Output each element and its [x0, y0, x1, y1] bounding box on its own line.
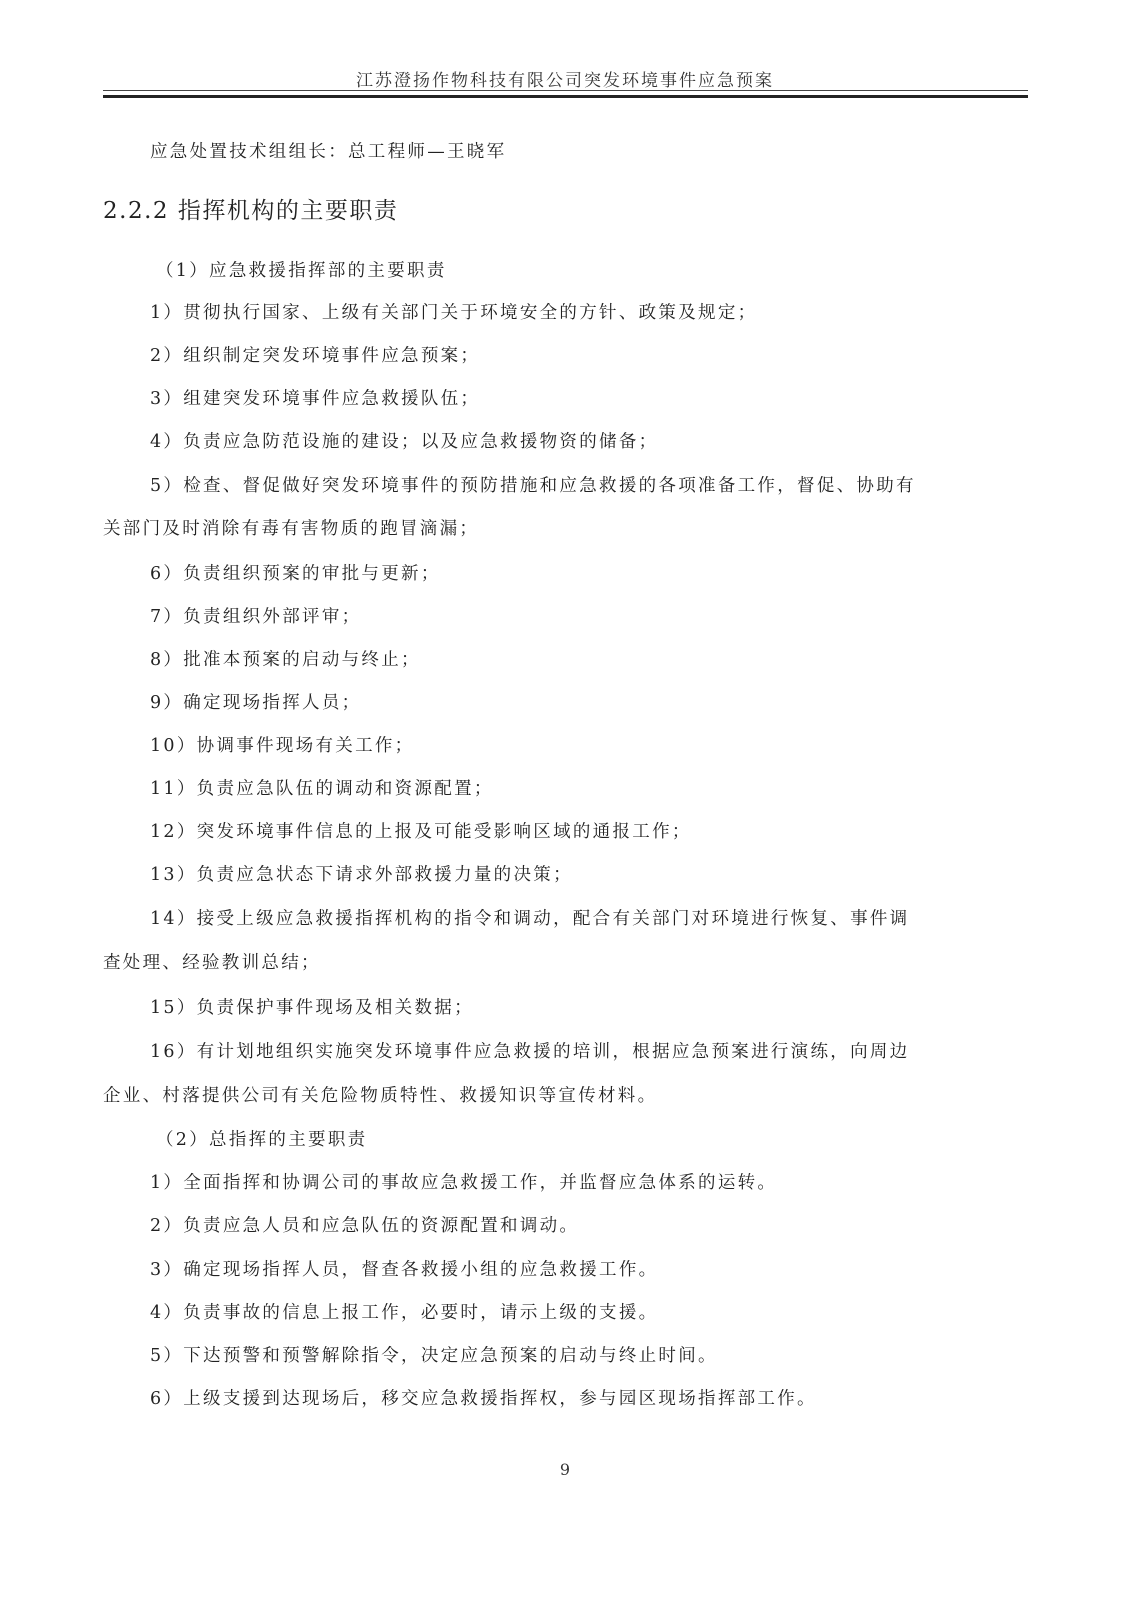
list-item: 4）负责应急防范设施的建设；以及应急救援物资的储备；	[150, 432, 659, 452]
list-item: 5）检查、督促做好突发环境事件的预防措施和应急救援的各项准备工作，督促、协助有	[150, 476, 916, 496]
intro-line: 应急处置技术组组长：总工程师—王晓军	[150, 142, 507, 162]
list-item-continuation: 关部门及时消除有毒有害物质的跑冒滴漏；	[103, 519, 480, 539]
list-item: 4）负责事故的信息上报工作，必要时，请示上级的支援。	[150, 1303, 659, 1323]
list-item-continuation: 查处理、经验教训总结；	[103, 953, 321, 973]
list-item: 3）组建突发环境事件应急救援队伍；	[150, 389, 481, 409]
list-item: 10）协调事件现场有关工作；	[150, 736, 415, 756]
list-item: 1）全面指挥和协调公司的事故应急救援工作，并监督应急体系的运转。	[150, 1173, 778, 1193]
list-item: 3）确定现场指挥人员，督查各救援小组的应急救援工作。	[150, 1260, 659, 1280]
list-item: 15）负责保护事件现场及相关数据；	[150, 998, 474, 1018]
list-item: 7）负责组织外部评审；	[150, 607, 362, 627]
list-item: 1）贯彻执行国家、上级有关部门关于环境安全的方针、政策及规定；	[150, 303, 758, 323]
list-item: 13）负责应急状态下请求外部救援力量的决策；	[150, 865, 573, 885]
list-item: 2）负责应急人员和应急队伍的资源配置和调动。	[150, 1216, 580, 1236]
list-item: 6）上级支援到达现场后，移交应急救援指挥权，参与园区现场指挥部工作。	[150, 1389, 817, 1409]
list-item: 16）有计划地组织实施突发环境事件应急救援的培训，根据应急预案进行演练，向周边	[150, 1042, 910, 1062]
list-item: 2）组织制定突发环境事件应急预案；	[150, 346, 481, 366]
section-heading: 2.2.2 指挥机构的主要职责	[103, 198, 399, 224]
list-item: 14）接受上级应急救援指挥机构的指令和调动，配合有关部门对环境进行恢复、事件调	[150, 909, 910, 929]
list-item: 6）负责组织预案的审批与更新；	[150, 564, 441, 584]
list-item: 11）负责应急队伍的调动和资源配置；	[150, 779, 494, 799]
header-divider-thick	[103, 95, 1028, 98]
document-header-title: 江苏澄扬作物科技有限公司突发环境事件应急预案	[356, 71, 774, 91]
part2-title: （2）总指挥的主要职责	[156, 1130, 368, 1150]
header-divider-thin	[103, 90, 1028, 91]
list-item: 5）下达预警和预警解除指令，决定应急预案的启动与终止时间。	[150, 1346, 718, 1366]
part1-title: （1）应急救援指挥部的主要职责	[156, 261, 447, 281]
list-item-continuation: 企业、村落提供公司有关危险物质特性、救援知识等宣传材料。	[103, 1086, 658, 1106]
list-item: 12）突发环境事件信息的上报及可能受影响区域的通报工作；	[150, 822, 692, 842]
list-item: 9）确定现场指挥人员；	[150, 693, 362, 713]
list-item: 8）批准本预案的启动与终止；	[150, 650, 421, 670]
page-number: 9	[559, 1460, 571, 1479]
